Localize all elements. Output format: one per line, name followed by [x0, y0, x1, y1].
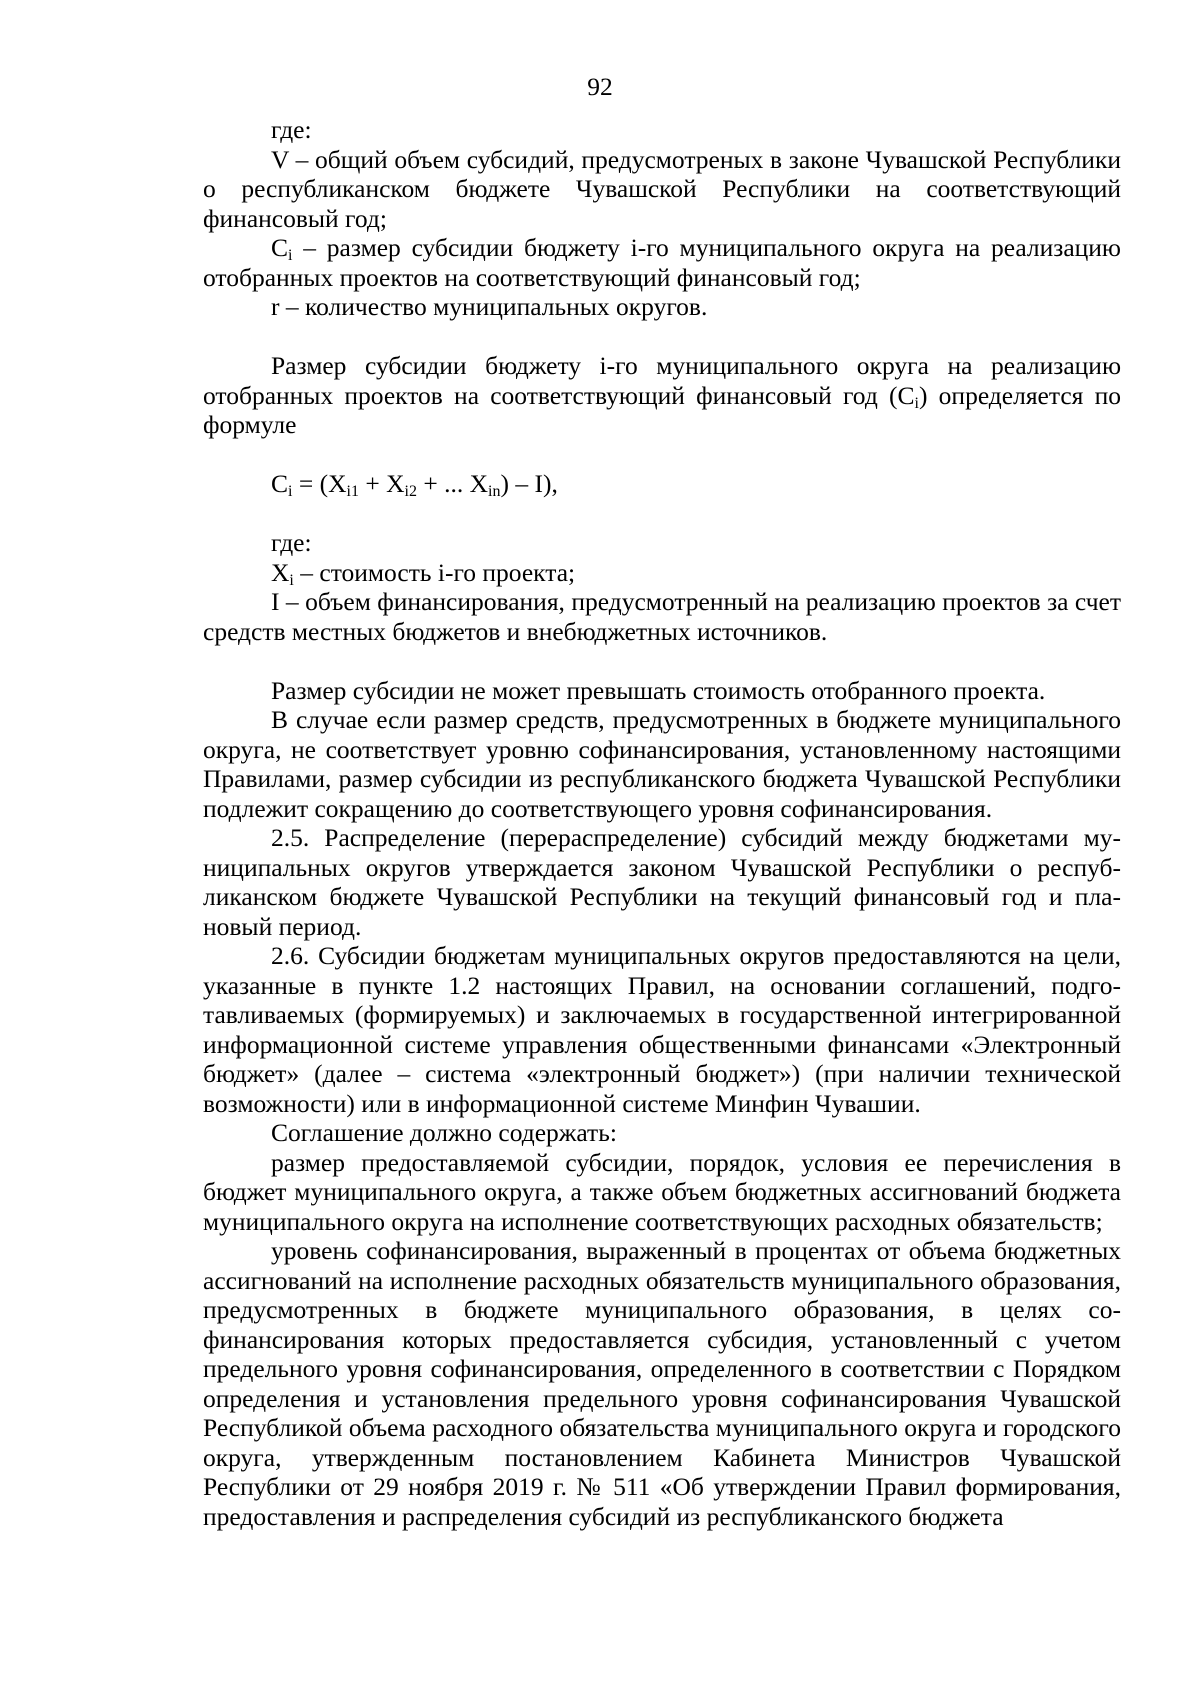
definition-ci	[203, 233, 1121, 292]
formula-intro-text-b: ) определяется по формуле	[203, 380, 1121, 439]
ci-subscript: i	[288, 247, 293, 264]
formula-part: ) – I),	[500, 469, 558, 498]
definition-xi	[203, 558, 1121, 588]
formula-xn-sub: in	[488, 483, 501, 500]
paragraph-2-6: 2.6. Субсидии бюджетам муниципальных округов предоставляются на цели, указанные в пункте 1.2 настоящих Правил, на основании соглашений, подготавливаемых (формируемых) и заключаемых в государственной интегрированной информационной системе управления общественными финансами «Электронный бюджет» (далее – система «электронный бюджет») (при наличии технической возможности) или в информационной системе Минфин Чувашии.	[203, 941, 1121, 1118]
paragraph-reduction: В случае если размер средств, предусмотренных в бюджете муниципального округа, не соответствует уровню софинансирования, установленному настоящими Правилами, размер субсидии из республиканского бюджета Чувашской Республики подлежит сокращению до соответствующего уровня софинансирования.	[203, 705, 1121, 823]
paragraph-subsidy-limit: Размер субсидии не может превышать стоимость отобранного проекта.	[271, 675, 1046, 705]
formula-intro-subscript: i	[914, 394, 919, 412]
page-number: 92	[587, 72, 613, 101]
paragraph-subsidy-amount: размер предоставляемой субсидии, порядок, условия ее перечисления в бюджет муниципального округа, а также объем бюджетных ассигнований бюджета муниципального округа на исполнение соответствующих расходных обязательств;	[203, 1147, 1121, 1236]
where-label: где:	[271, 115, 312, 144]
formula-part: + ... X	[416, 469, 489, 498]
xi-definition-text: – стоимость i-го проекта;	[293, 557, 576, 587]
formula-part: + X	[358, 469, 405, 498]
formula-part: = (X	[292, 469, 347, 498]
paragraph-agreement-contents: Соглашение должно содержать:	[271, 1118, 617, 1147]
formula	[203, 469, 1121, 499]
paragraph-cofinancing-level: уровень софинансирования, выраженный в процентах от объема бюджетных ассигнований на исполнение расходных обязательств муниципального образования, предусмотренных в бюджете муниципального образования, в целях софинансирования которых предоставляется субсидия, установленный с учетом предельного уровня софинансирования, определенного в соответствии с Порядком определения и установления предельного уровня софинансирования Чувашской Республикой объема расходного обязательства муниципального округа и городского округа, утвержденным постановлением Кабинета Министров Чувашской Республики от 29 ноября 2019 г. № 511 «Об утверждении Правил формирования, предоставления и распределения субсидий из республиканского бюджета	[203, 1236, 1121, 1531]
formula-x2-sub: i2	[404, 483, 417, 500]
where-label: где:	[271, 528, 312, 557]
formula-intro-text-a: Размер субсидии бюджету i-го муниципального округа на реализацию отобранных проектов на соответствующий финансовый год (C	[203, 351, 1121, 410]
spacer	[203, 440, 1121, 470]
formula-intro	[203, 351, 1121, 440]
spacer	[203, 322, 1121, 352]
spacer	[203, 646, 1121, 676]
formula-x1-sub: i1	[346, 483, 359, 500]
formula-c: C	[271, 469, 289, 498]
spacer	[203, 499, 1121, 529]
xi-symbol: X	[271, 557, 290, 587]
paragraph-2-5: 2.5. Распределение (перераспределение) субсидий между бюджетами муниципальных округов утверждается законом Чувашской Республики о республиканском бюджете Чувашской Республики на текущий финансовый год и плановый период.	[203, 823, 1121, 941]
ci-symbol: C	[271, 233, 289, 262]
definition-r: r – количество муниципальных округов.	[271, 292, 708, 321]
definition-i: I – объем финансирования, предусмотренный на реализацию проектов за счет средств местных бюджетов и внебюджетных источников.	[203, 587, 1121, 646]
formula-c-sub: i	[288, 483, 293, 500]
document-body	[203, 115, 1121, 1531]
definition-v: V – общий объем субсидий, предусмотреных в законе Чувашской Республики о республиканском бюджете Чувашской Республики на соответствующий финансовый год;	[203, 144, 1121, 233]
ci-definition-text: – размер субсидии бюджету i-го муниципального округа на реализацию отобранных проектов на соответствующий финансовый год;	[203, 233, 1121, 292]
xi-subscript: i	[289, 571, 294, 589]
